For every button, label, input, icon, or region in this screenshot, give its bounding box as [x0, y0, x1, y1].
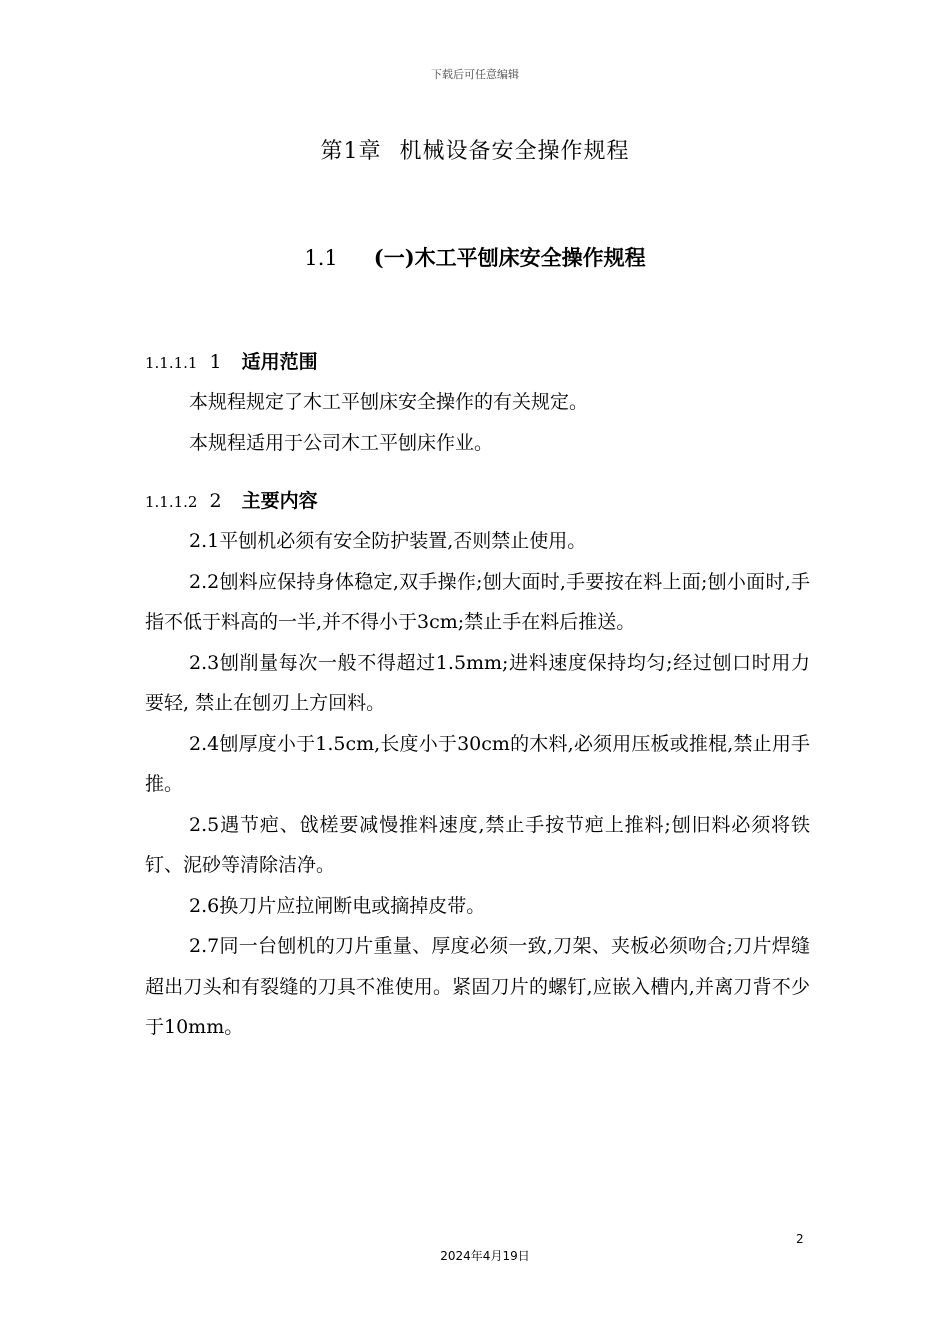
subsection-title: 适用范围	[241, 351, 318, 373]
paragraph: 2.7同一台刨机的刀片重量、厚度必须一致,刀架、夹板必须吻合;刀片焊缝超出刀头和有裂缝的刀具不准使用。紧固刀片的螺钉,应嵌入槽内,并离刀背不少于10mm。	[145, 935, 810, 1038]
subsection-heading	[145, 342, 810, 382]
paragraph: 2.2刨料应保持身体稳定,双手操作;刨大面时,手要按在料上面;刨小面时,手指不低于料高的一半,并不得小于3cm;禁止手在料后推送。	[145, 570, 810, 633]
section-number: 1.1	[304, 246, 338, 270]
paragraph: 2.1平刨机必须有安全防护装置,否则禁止使用。	[189, 530, 587, 552]
page-footer-date: 2024年4月19日	[440, 1249, 530, 1263]
paragraph: 本规程规定了木工平刨床安全操作的有关规定。	[189, 391, 589, 413]
page-header: 下载后可任意编辑	[431, 68, 519, 81]
chapter-name: 机械设备安全操作规程	[399, 139, 630, 164]
paragraph: 本规程适用于公司木工平刨床作业。	[189, 431, 494, 454]
subsection-number: 1.1.1.1	[145, 354, 198, 372]
paragraph: 2.4刨厚度小于1.5cm,长度小于30cm的木料,必须用压板或推棍,禁止用手推。	[145, 732, 810, 795]
subsection-index: 2	[209, 490, 222, 512]
subsection-title: 主要内容	[241, 490, 318, 512]
chapter-number: 第1章	[320, 139, 382, 164]
page-number: 2	[796, 1232, 804, 1246]
section-title	[0, 242, 950, 272]
chapter-title	[0, 134, 950, 165]
section-name: (一)木工平刨床安全操作规程	[373, 245, 646, 270]
paragraph: 2.6换刀片应拉闸断电或摘掉皮带。	[189, 894, 486, 917]
subsection-number: 1.1.1.2	[145, 493, 198, 511]
subsection-index: 1	[209, 351, 222, 373]
paragraph: 2.5遇节疤、戗槎要减慢推料速度,禁止手按节疤上推料;刨旧料必须将铁钉、泥砂等清除洁净。	[145, 813, 810, 876]
document-body	[145, 342, 810, 1048]
subsection-heading	[145, 481, 810, 521]
paragraph: 2.3刨削量每次一般不得超过1.5mm;进料速度保持均匀;经过刨口时用力要轻, 禁止在刨刃上方回料。	[145, 651, 810, 714]
